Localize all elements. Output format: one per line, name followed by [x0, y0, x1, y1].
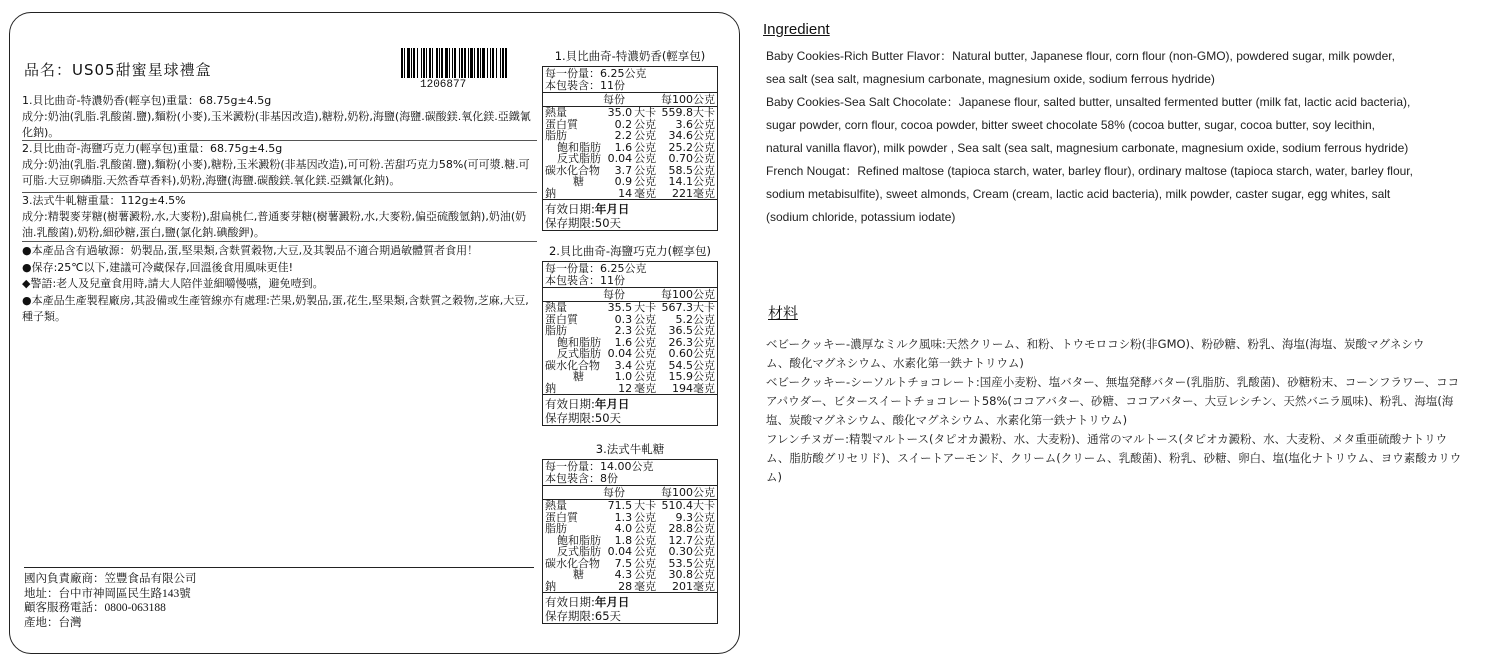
per-100g-value: 15.9公克 — [668, 370, 715, 383]
per-serving-value: 3.7 — [614, 163, 633, 177]
per-100g-value: 9.3公克 — [675, 510, 715, 524]
japanese-line: フレンチヌガー:精製マルトース(タピオカ澱粉、水、大麦粉)、通常のマルトース(タピオカ澱粉、水、大麦粉、メタ重亜硫酸ナトリウ — [766, 432, 1448, 446]
per-serving-value: 71.5 — [607, 499, 633, 512]
per-serving-value: 0.3 — [614, 312, 633, 326]
english-heading: Ingredient — [763, 21, 830, 38]
barcode-bar — [459, 48, 460, 78]
nutrient-name: 脂肪 — [545, 324, 567, 337]
per-100g-value: 510.4大卡 — [661, 499, 715, 512]
per-serving-unit: 公克 — [634, 533, 657, 547]
barcode-bar — [496, 48, 497, 78]
barcode-bar — [426, 48, 427, 78]
barcode-bar — [439, 48, 440, 78]
barcode — [401, 48, 536, 78]
per-100g-value: 3.6公克 — [675, 117, 715, 131]
per-100g-value: 53.5公克 — [668, 556, 715, 570]
barcode-bar — [502, 48, 504, 78]
per-serving-unit: 公克 — [634, 175, 657, 188]
per-serving-value: 12 — [618, 381, 633, 395]
per-serving-unit: 大卡 — [634, 106, 657, 119]
nutrient-name: 熱量 — [545, 106, 567, 119]
per-100g-value: 30.8公克 — [668, 568, 715, 581]
per-serving-unit: 公克 — [634, 312, 657, 326]
nutrient-row — [543, 130, 717, 142]
per-100g-value: 559.8大卡 — [661, 106, 715, 119]
nutrient-name: 碳水化合物 — [545, 556, 600, 570]
nutrient-row — [543, 383, 717, 395]
barcode-bar — [432, 48, 433, 78]
per-serving-value: 0.9 — [614, 175, 633, 188]
shelf-life: 保存期限:50天 — [545, 216, 622, 230]
barcode-bar — [441, 48, 443, 78]
company-phone: 顧客服務電話：0800-063188 — [24, 602, 166, 614]
per-serving-unit: 公克 — [634, 522, 657, 535]
nutrition-table — [542, 66, 718, 231]
per-100g-value: 14.1公克 — [668, 175, 715, 188]
ingredient-block-1 — [22, 93, 537, 141]
per-serving-value: 0.2 — [614, 117, 633, 131]
nutrient-name: 鈉 — [545, 186, 556, 200]
per-serving-value: 2.2 — [614, 129, 633, 142]
per-100g-value: 0.70公克 — [668, 152, 715, 165]
per-serving-value: 7.5 — [614, 556, 633, 570]
english-ingredients — [766, 45, 1413, 229]
per-serving-value: 4.0 — [614, 522, 633, 535]
nutrient-name: 飽和脂肪 — [557, 140, 601, 154]
expiry-date: 年月日 — [594, 397, 630, 411]
english-line: Baby Cookies-Rich Butter Flavor：Natural butter, Japanese flour, corn flour (non-GMO), powdered sugar, milk powder, — [766, 49, 1395, 63]
nutrient-name: 糖 — [573, 175, 584, 188]
nutrient-row — [543, 581, 717, 593]
nutrient-name: 反式脂肪 — [557, 545, 601, 558]
per-serving-value: 1.8 — [614, 533, 633, 547]
barcode-bar — [401, 48, 403, 78]
nutrient-name: 反式脂肪 — [557, 347, 601, 360]
expiry-info — [543, 592, 717, 623]
nutrient-row — [543, 500, 717, 512]
per-100g-value: 201毫克 — [672, 579, 715, 593]
origin: 產地：台灣 — [24, 616, 82, 629]
per-serving-unit: 公克 — [634, 117, 657, 131]
barcode-bar — [470, 48, 473, 78]
barcode-bar — [461, 48, 463, 78]
shelf-life: 保存期限:50天 — [545, 411, 622, 425]
per-serving-header: 每份 — [603, 288, 625, 301]
per-serving-value: 1.6 — [614, 335, 633, 349]
english-line: (sodium chloride, potassium iodate) — [766, 210, 956, 224]
per-serving-unit: 公克 — [634, 370, 657, 383]
nutrient-name: 蛋白質 — [545, 312, 578, 326]
per-100g-value: 26.3公克 — [668, 335, 715, 349]
barcode-bar — [445, 48, 448, 78]
japanese-line: ム、脂肪酸グリセリド)、スイートアーモンド、クリーム(クリーム、乳酸菌)、粉乳、砂糖、卵白、塩(塩化ナトリウム、ヨウ素酸カリウ — [766, 451, 1462, 465]
per-serving-unit: 大卡 — [634, 301, 657, 314]
per-serving-unit: 公克 — [634, 358, 657, 372]
nutrient-name: 糖 — [573, 568, 584, 581]
company-info — [24, 567, 534, 630]
per-serving-value: 0.04 — [607, 347, 633, 360]
japanese-line: ベビークッキー-濃厚なミルク風味:天然クリーム、和粉、トウモロコシ粉(非GMO)、粉砂糖、粉乳、海塩(海塩、炭酸マグネシウ — [766, 337, 1425, 351]
serving-info — [543, 262, 717, 288]
ingredient-heading: 3.法式牛軋糖重量：112g±4.5% — [22, 194, 186, 207]
nutrient-row — [543, 176, 717, 188]
japanese-heading: 材料 — [768, 305, 799, 322]
nutrition-title: 1.貝比曲奇-特濃奶香(輕享包) — [554, 49, 706, 63]
barcode-bar — [468, 48, 469, 78]
barcode-bar — [411, 48, 412, 78]
per-serving-unit: 公克 — [634, 163, 657, 177]
ingredient-text: 成分:奶油(乳脂.乳酸菌.鹽),麵粉(小麥),玉米澱粉(非基因改造),糖粉,奶粉,海鹽(海鹽.碳酸鎂.氧化鎂.亞鐵氰化鈉)。 — [22, 110, 531, 139]
per-serving-value: 28 — [618, 579, 633, 593]
per-100g-value: 12.7公克 — [668, 533, 715, 547]
barcode-bar — [429, 48, 431, 78]
per-100g-value: 58.5公克 — [668, 163, 715, 177]
per-serving-value: 1.3 — [614, 510, 633, 524]
barcode-bar — [482, 48, 485, 78]
per-serving-unit: 公克 — [634, 347, 657, 360]
per-100g-value: 36.5公克 — [668, 324, 715, 337]
ingredient-text: 成分:精製麥芽糖(樹薯澱粉,水,大麥粉),甜扁桃仁,普通麥芽糖(樹薯澱粉,水,大麥粉,偏亞硫酸氫鈉),奶油(奶油.乳酸菌),奶粉,細砂糖,蛋白,鹽(氯化鈉.碘酸鉀)。 — [22, 210, 527, 239]
barcode-bar — [454, 48, 456, 78]
ingredient-block-2 — [22, 140, 537, 189]
japanese-ingredients — [766, 335, 1461, 487]
barcode-number: 1206877 — [420, 79, 467, 91]
nutrient-row — [543, 371, 717, 383]
nutrient-name: 碳水化合物 — [545, 163, 600, 177]
barcode-bar — [492, 48, 494, 78]
nutrient-row — [543, 188, 717, 200]
per-100g-value: 194毫克 — [672, 381, 715, 395]
servings-per-pack: 本包裝含：11份 — [545, 273, 625, 287]
ingredient-heading: 1.貝比曲奇-特濃奶香(輕享包)重量：68.75g±4.5g — [22, 94, 272, 107]
company-name: 國內負責廠商：笠豐食品有限公司 — [24, 573, 197, 585]
nutrient-name: 糖 — [573, 370, 584, 383]
per-serving-unit: 公克 — [634, 140, 657, 154]
nutrient-name: 反式脂肪 — [557, 152, 601, 165]
english-line: sodium metabisulfite), sweet almonds, Cream (cream, lactic acid bacteria), milk powder, caster sugar, egg whites, salt — [766, 187, 1391, 201]
warning-notes — [22, 241, 537, 326]
per-serving-value: 1.0 — [614, 370, 633, 383]
expiry-info — [543, 394, 717, 425]
nutrient-rows — [543, 302, 717, 394]
barcode-bar — [449, 48, 450, 78]
nutrient-name: 飽和脂肪 — [557, 533, 601, 547]
expiry-label: 有效日期: — [545, 397, 595, 411]
per-serving-value: 35.5 — [607, 301, 633, 314]
nutrient-row — [543, 302, 717, 314]
per-100g-value: 28.8公克 — [668, 522, 715, 535]
barcode-bar — [413, 48, 415, 78]
nutrient-row — [543, 523, 717, 535]
english-line: natural vanilla flavor), milk powder , Sea salt (sea salt, magnesium carbonate, magnesium oxide, sodium ferrous hydride) — [766, 141, 1409, 155]
barcode-bar — [417, 48, 418, 78]
nutrient-row — [543, 348, 717, 360]
warning-note: ◆警語:老人及兒童食用時,請大人陪伴並細嚼慢嚥，避免噎到。 — [22, 277, 324, 290]
company-address: 地址：台中市神岡區民生路143號 — [24, 587, 191, 600]
barcode-bar — [480, 48, 481, 78]
nutrient-name: 熱量 — [545, 499, 567, 512]
english-line: sugar powder, corn flour, cocoa powder, bitter sweet chocolate 58% (cocoa butter, sugar, cocoa butter, soy lecithin, — [766, 118, 1376, 132]
serving-size: 每一份量：14.00公克 — [545, 460, 654, 473]
english-line: sea salt (sea salt, magnesium carbonate, magnesium oxide, sodium ferrous hydride) — [766, 72, 1215, 86]
facility-note: ●本產品生產製程廠房,其設備或生產管線亦有處理:芒果,奶製品,蛋,花生,堅果類,含麩質之穀物,芝麻,大豆,種子類。 — [22, 293, 529, 323]
barcode-bar — [490, 48, 491, 78]
expiry-info — [543, 199, 717, 230]
storage-note: ●保存:25℃以下,建議可冷藏保存,回溫後食用風味更佳! — [22, 260, 294, 274]
barcode-bar — [477, 48, 479, 78]
per-serving-unit: 公克 — [634, 152, 657, 165]
english-line: French Nougat：Refined maltose (tapioca starch, water, barley flour), ordinary maltose (tapioca starch, water, barley flour, — [766, 164, 1413, 178]
per-100g-value: 0.30公克 — [668, 545, 715, 558]
barcode-bar — [487, 48, 488, 78]
barcode-bar — [505, 48, 507, 78]
english-line: Baby Cookies-Sea Salt Chocolate：Japanese flour, salted butter, unsalted fermented butter (milk fat, lactic acid bacteria), — [766, 95, 1411, 109]
per-serving-value: 0.04 — [607, 545, 633, 558]
nutrient-name: 熱量 — [545, 301, 567, 314]
per-serving-unit: 毫克 — [634, 579, 657, 593]
nutrition-title: 2.貝比曲奇-海鹽巧克力(輕享包) — [548, 244, 712, 258]
per-100g-value: 34.6公克 — [668, 129, 715, 142]
allergen-note: ●本產品含有過敏源：奶製品,蛋,堅果類,含麩質穀物,大豆,及其製品不適合期過敏體質者食用！ — [22, 244, 479, 257]
column-header — [543, 486, 717, 500]
nutrient-row — [543, 325, 717, 337]
nutrient-row — [543, 569, 717, 581]
nutrition-table — [542, 261, 718, 426]
nutrient-rows — [543, 500, 717, 592]
servings-per-pack: 本包裝含：11份 — [545, 78, 625, 92]
per-100g-value: 221毫克 — [672, 186, 715, 200]
nutrient-name: 脂肪 — [545, 129, 567, 142]
per-100g-value: 54.5公克 — [668, 358, 715, 372]
nutrient-row — [543, 107, 717, 119]
per-serving-unit: 毫克 — [634, 186, 657, 200]
serving-size: 每一份量：6.25公克 — [545, 67, 647, 80]
nutrient-name: 脂肪 — [545, 522, 567, 535]
per-serving-unit: 大卡 — [634, 499, 657, 512]
nutrient-name: 鈉 — [545, 579, 556, 593]
per-serving-unit: 公克 — [634, 324, 657, 337]
expiry-label: 有效日期: — [545, 202, 595, 216]
barcode-bar — [500, 48, 501, 78]
servings-per-pack: 本包裝含：8份 — [545, 471, 618, 485]
per-serving-value: 1.6 — [614, 140, 633, 154]
barcode-bar — [407, 48, 410, 78]
per-serving-value: 35.0 — [607, 106, 633, 119]
nutrient-row — [543, 153, 717, 165]
japanese-line: ム) — [766, 470, 782, 484]
per-serving-value: 14 — [618, 186, 633, 200]
expiry-date: 年月日 — [594, 595, 630, 609]
nutrient-name: 飽和脂肪 — [557, 335, 601, 349]
barcode-bar — [404, 48, 405, 78]
japanese-line: ム、酸化マグネシウム、水素化第一鉄ナトリウム) — [766, 356, 1024, 370]
per-serving-unit: 公克 — [634, 510, 657, 524]
per-serving-header: 每份 — [603, 486, 625, 499]
japanese-line: アパウダー、ビタースイートチョコレート58%(ココアバター、砂糖、ココアバター、大豆レシチン、天然バニラ風味)、粉乳、海塩(海 — [766, 394, 1454, 408]
serving-size: 每一份量：6.25公克 — [545, 262, 647, 275]
product-title: 品名：US05甜蜜星球禮盒 — [24, 61, 212, 79]
shelf-life: 保存期限:65天 — [545, 609, 622, 623]
nutrient-name: 蛋白質 — [545, 510, 578, 524]
japanese-line: 塩、炭酸マグネシウム、酸化マグネシウム、水素化第一鉄ナトリウム) — [766, 413, 1128, 427]
per-serving-value: 3.4 — [614, 358, 633, 372]
per-serving-unit: 公克 — [634, 556, 657, 570]
ingredient-text: 成分:奶油(乳脂.乳酸菌.鹽),麵粉(小麥),糖粉,玉米澱粉(非基因改造),可可粉.苦甜巧克力58%(可可漿.糖.可可脂.大豆卵磷脂.天然香草香料),奶粉,海鹽(海鹽.碳酸鎂.氧化鎂.亞鐵氰化鈉)。 — [22, 158, 530, 187]
serving-info — [543, 67, 717, 93]
per-serving-value: 0.04 — [607, 152, 633, 165]
per-100g-header: 每100公克 — [661, 486, 715, 499]
per-serving-unit: 毫克 — [634, 381, 657, 395]
per-serving-unit: 公克 — [634, 335, 657, 349]
barcode-bar — [464, 48, 466, 78]
column-header — [543, 93, 717, 107]
nutrient-name: 蛋白質 — [545, 117, 578, 131]
nutrient-rows — [543, 107, 717, 199]
per-serving-value: 4.3 — [614, 568, 633, 581]
per-serving-unit: 公克 — [634, 568, 657, 581]
ingredient-heading: 2.貝比曲奇-海鹽巧克力(輕享包)重量：68.75g±4.5g — [22, 142, 283, 155]
barcode-bar — [423, 48, 425, 78]
japanese-line: ベビークッキー-シーソルトチョコレート:国産小麦粉、塩バター、無塩発酵バター(乳脂肪、乳酸菌)、砂糖粉末、コーンフラワー、ココ — [766, 375, 1460, 389]
column-header — [543, 288, 717, 302]
per-100g-value: 567.3大卡 — [661, 301, 715, 314]
serving-info — [543, 460, 717, 486]
expiry-label: 有效日期: — [545, 595, 595, 609]
per-serving-header: 每份 — [603, 93, 625, 106]
nutrient-name: 鈉 — [545, 381, 556, 395]
barcode-bar — [436, 48, 438, 78]
expiry-date: 年月日 — [594, 202, 630, 216]
ingredient-block-3 — [22, 192, 537, 241]
per-100g-value: 5.2公克 — [675, 312, 715, 326]
nutrient-name: 碳水化合物 — [545, 358, 600, 372]
barcode-bar — [421, 48, 422, 78]
per-100g-header: 每100公克 — [661, 93, 715, 106]
nutrient-row — [543, 546, 717, 558]
per-serving-unit: 公克 — [634, 129, 657, 142]
nutrition-title: 3.法式牛軋糖 — [595, 442, 665, 456]
per-serving-value: 2.3 — [614, 324, 633, 337]
per-100g-value: 25.2公克 — [668, 140, 715, 154]
barcode-bar — [474, 48, 475, 78]
barcode-bar — [452, 48, 453, 78]
per-100g-header: 每100公克 — [661, 288, 715, 301]
per-serving-unit: 公克 — [634, 545, 657, 558]
per-100g-value: 0.60公克 — [668, 347, 715, 360]
nutrition-table — [542, 459, 718, 624]
